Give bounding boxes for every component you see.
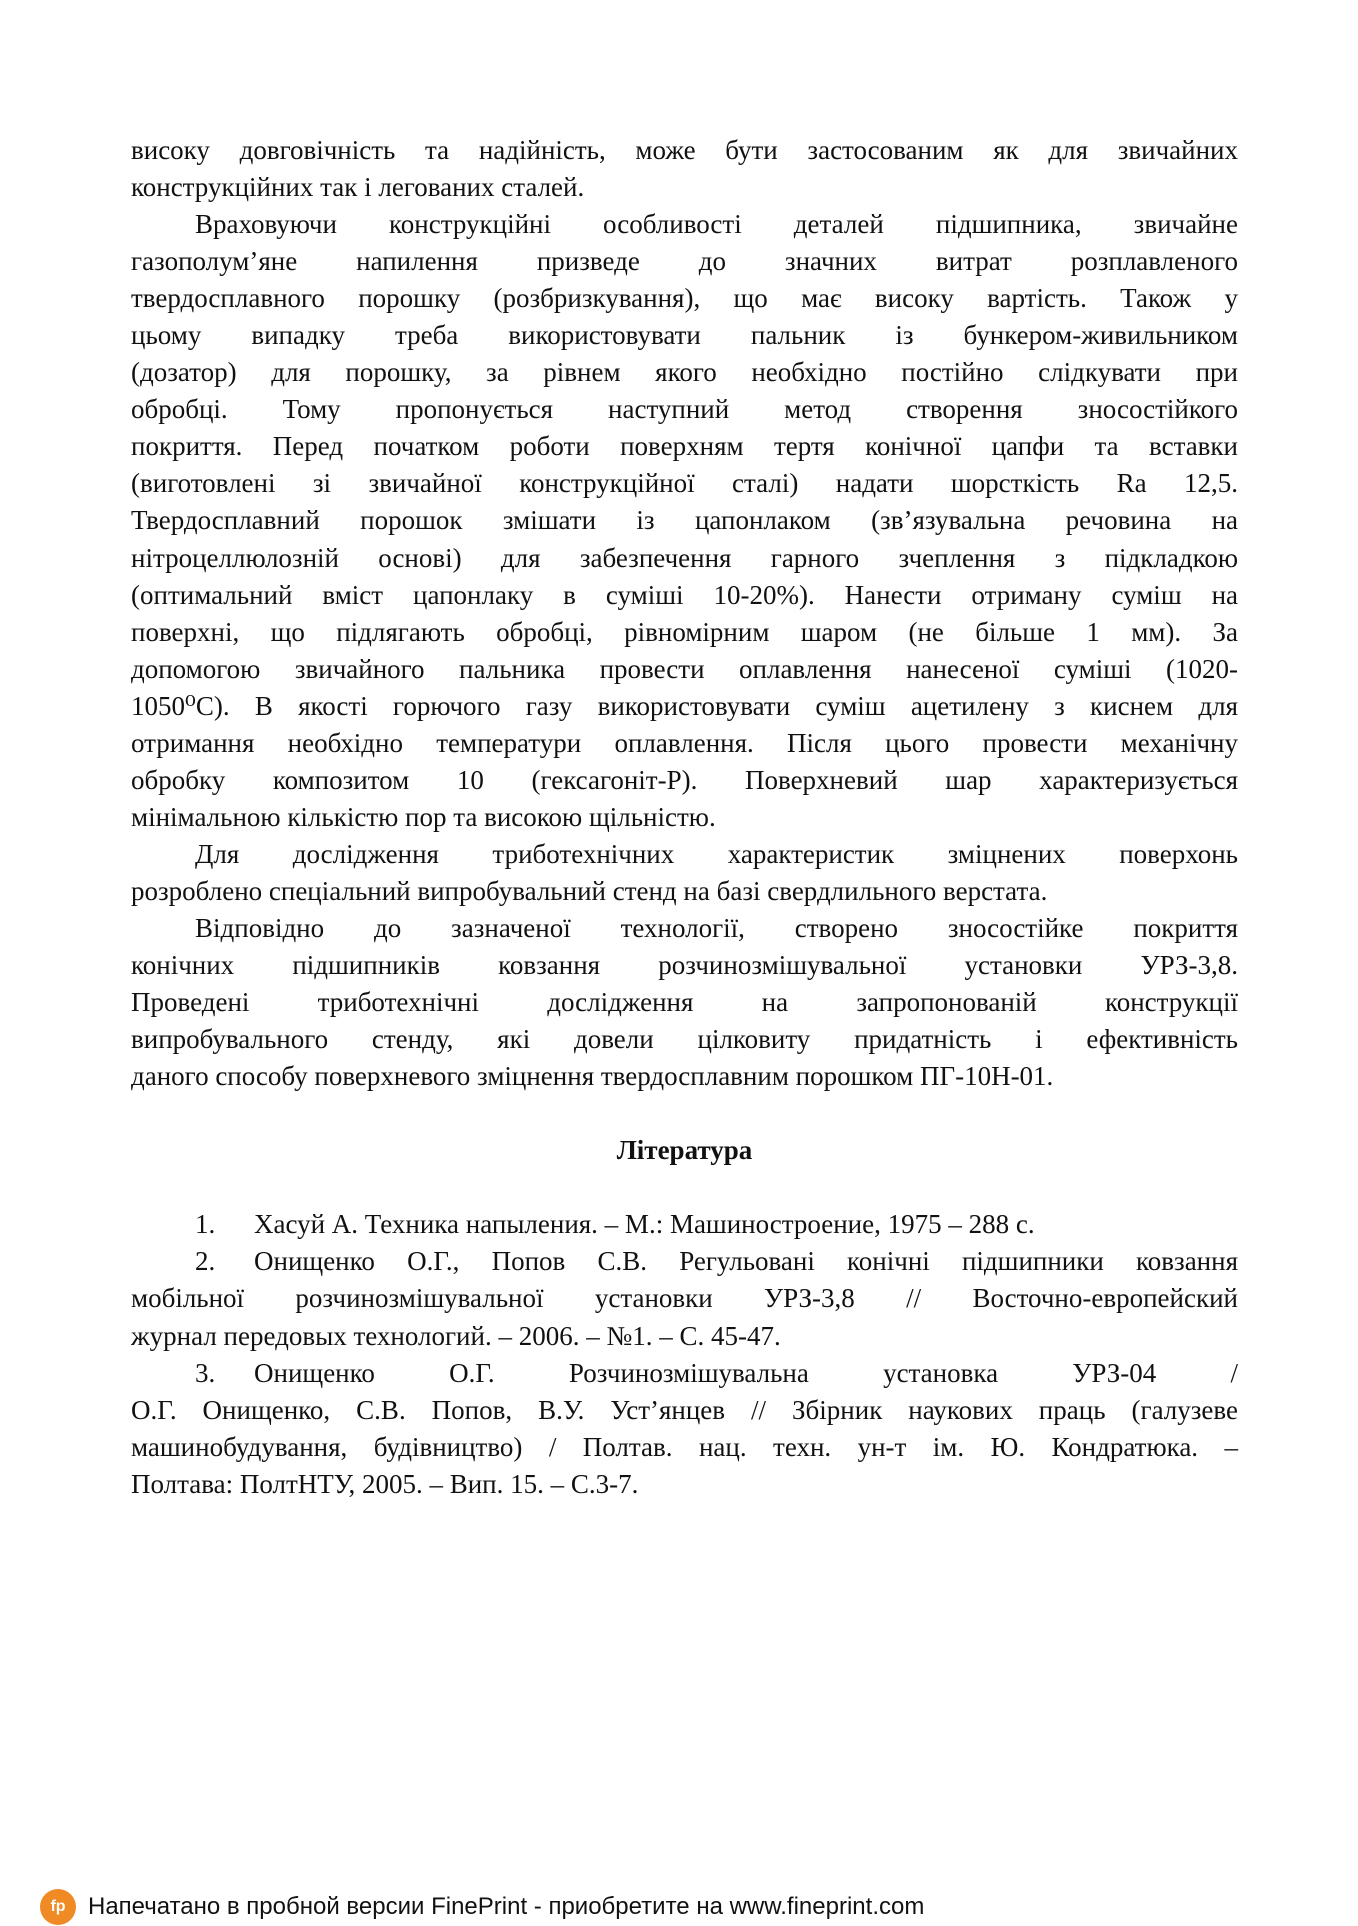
text-line: обробці. Тому пропонується наступний метод створення зносостійкого [131,394,1238,425]
text-line: 1050⁰С). В якості горючого газу використовувати суміш ацетилену з киснем для [131,690,1238,721]
text-line: Враховуючи конструкційні особливості деталей підшипника, звичайне [195,209,1238,240]
text-line: нітроцеллюлозній основі) для забезпечення гарного зчеплення з підкладкою [131,542,1238,573]
text-line: Твердосплавний порошок змішати із цапонлаком (зв’язувальна речовина на [131,505,1238,536]
reference-number: 3. [195,1357,216,1388]
blank-line [131,1169,1238,1206]
references-heading: Література [616,1135,753,1166]
text-line: високу довговічність та надійність, може бути застосованим як для звичайних [131,135,1238,165]
reference-text: Хасуй А. Техника напыления. – М.: Машиностроение, 1975 – 288 с. [254,1209,1035,1240]
reference-number: 1. [195,1209,216,1240]
text-line: Для дослідження триботехнічних характеристик зміцнених поверхонь [195,838,1238,869]
text-line: конструкційних так і легованих сталей. [131,172,585,203]
text-line: обробку композитом 10 (гексагоніт-Р). Поверхневий шар характеризується [131,764,1238,795]
reference-item [131,1206,1238,1243]
text-line: допомогою звичайного пальника провести оплавлення нанесеної суміші (1020- [131,653,1238,684]
fineprint-logo-icon: fp [40,1889,76,1925]
text-line: даного способу поверхневого зміцнення твердосплавним порошком ПГ-10Н-01. [131,1061,1054,1092]
reference-line: мобільної розчинозмішувальної установки УРЗ-3,8 // Восточно-европейский [131,1283,1238,1314]
reference-line: О.Г. Онищенко, С.В. Попов, В.У. Уст’янцев // Збірник наукових праць (галузеве [131,1394,1238,1425]
text-line: випробувального стенду, які довели цілковиту придатність і ефективність [131,1024,1238,1055]
text-line: мінімальною кількістю пор та високою щільністю. [131,801,716,832]
text-line: отримання необхідно температури оплавлення. Після цього провести механічну [131,727,1238,758]
text-line: конічних підшипників ковзання розчинозмішувальної установки УРЗ-3,8. [131,950,1238,981]
text-line: Відповідно до зазначеної технології, створено зносостійке покриття [195,912,1238,943]
text-line: поверхні, що підлягають обробці, рівномірним шаром (не більше 1 мм). За [131,616,1238,647]
reference-number: 2. [195,1246,216,1277]
text-line: розроблено спеціальний випробувальний стенд на базі свердлильного верстата. [131,875,1048,906]
reference-line: Полтава: ПолтНТУ, 2005. – Вип. 15. – С.3-7. [131,1468,639,1499]
text-line: (виготовлені зі звичайної конструкційної сталі) надати шорсткість Ra 12,5. [131,468,1238,499]
text-line: (дозатор) для порошку, за рівнем якого необхідно постійно слідкувати при [131,357,1238,388]
reference-line: журнал передовых технологий. – 2006. – №1. – С. 45-47. [131,1320,781,1351]
text-line: цьому випадку треба використовувати пальник із бункером-живильником [131,320,1238,351]
reference-item [131,1355,1238,1392]
watermark-text: Напечатано в пробной версии FinePrint - приобретите на www.fineprint.com [88,1893,925,1920]
blank-line [131,1095,1238,1132]
text-line: покриття. Перед початком роботи поверхням тертя конічної цапфи та вставки [131,431,1238,462]
reference-line: машинобудування, будівництво) / Полтав. нац. техн. ун-т ім. Ю. Кондратюка. – [131,1431,1238,1462]
reference-text: Онищенко О.Г., Попов С.В. Регульовані конічні підшипники ковзання [254,1246,1238,1277]
reference-text: Онищенко О.Г. Розчинозмішувальна установка УРЗ-04 / [254,1357,1238,1388]
text-line: Проведені триботехнічні дослідження на запропонованій конструкції [131,987,1238,1018]
fineprint-watermark [40,1888,924,1926]
reference-item [131,1243,1238,1280]
text-line: (оптимальний вміст цапонлаку в суміші 10-20%). Нанести отриману суміш на [131,579,1238,610]
text-line: газополум’яне напилення призведе до значних витрат розплавленого [131,246,1238,277]
text-line: твердосплавного порошку (розбризкування), що має високу вартість. Також у [131,283,1238,314]
document-body [131,132,1238,1503]
